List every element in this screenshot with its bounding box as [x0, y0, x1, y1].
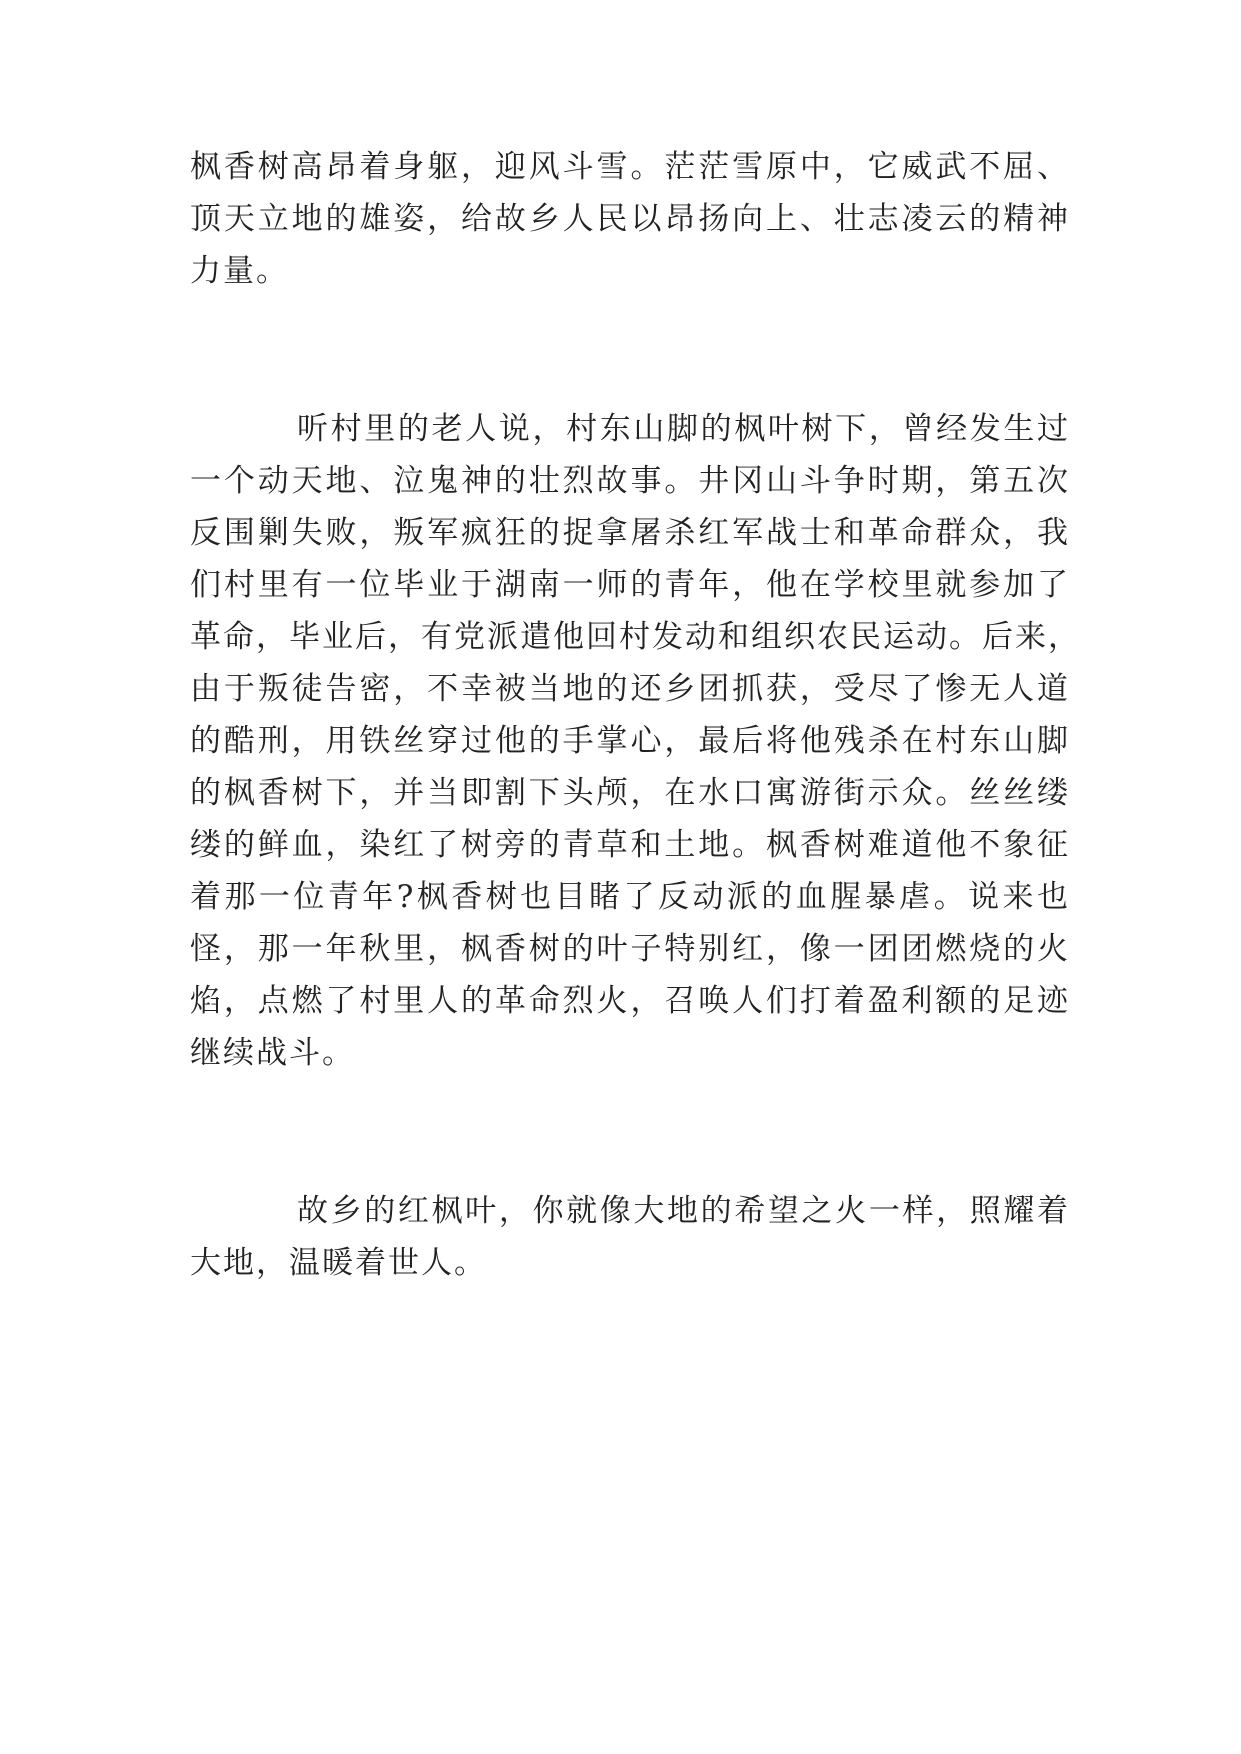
paragraph-2-line-5: 革命，毕业后，有党派遣他回村发动和组织农民运动。后来，	[190, 619, 1081, 655]
paragraph-2-line-8: 的枫香树下，并当即割下头颅，在水口寓游街示众。丝丝缕	[190, 775, 1070, 811]
paragraph-1-line-3: 力量。	[190, 253, 289, 289]
paragraph-3-line-1: 故乡的红枫叶，你就像大地的希望之火一样，照耀着	[297, 1193, 1070, 1229]
paragraph-2-line-6: 由于叛徒告密，不幸被当地的还乡团抓获，受尽了惨无人道	[190, 671, 1070, 707]
paragraph-2-line-3: 反围剿失败，叛军疯狂的捉拿屠杀红军战士和革命群众，我	[190, 515, 1070, 551]
paragraph-2-line-10: 着那一位青年?枫香树也目睹了反动派的血腥暴虐。说来也	[190, 879, 1070, 915]
paragraph-2-line-7: 的酷刑，用铁丝穿过他的手掌心，最后将他残杀在村东山脚	[190, 723, 1070, 759]
paragraph-2-line-11: 怪，那一年秋里，枫香树的叶子特别红，像一团团燃烧的火	[190, 931, 1070, 967]
paragraph-2-line-9: 缕的鲜血，染红了树旁的青草和土地。枫香树难道他不象征	[190, 827, 1070, 863]
paragraph-1-line-1: 枫香树高昂着身躯，迎风斗雪。茫茫雪原中，它威武不屈、	[190, 149, 1070, 185]
paragraph-2-line-2: 一个动天地、泣鬼神的壮烈故事。井冈山斗争时期，第五次	[190, 463, 1070, 499]
paragraph-2-line-1: 听村里的老人说，村东山脚的枫叶树下，曾经发生过	[297, 411, 1070, 447]
paragraph-3-line-2: 大地，温暖着世人。	[190, 1245, 487, 1281]
paragraph-1-line-2: 顶天立地的雄姿，给故乡人民以昂扬向上、壮志凌云的精神	[190, 201, 1070, 237]
paragraph-2-line-4: 们村里有一位毕业于湖南一师的青年，他在学校里就参加了	[190, 567, 1070, 603]
paragraph-2-line-13: 继续战斗。	[190, 1035, 355, 1071]
paragraph-2-line-12: 焰，点燃了村里人的革命烈火，召唤人们打着盈利额的足迹	[190, 983, 1070, 1019]
